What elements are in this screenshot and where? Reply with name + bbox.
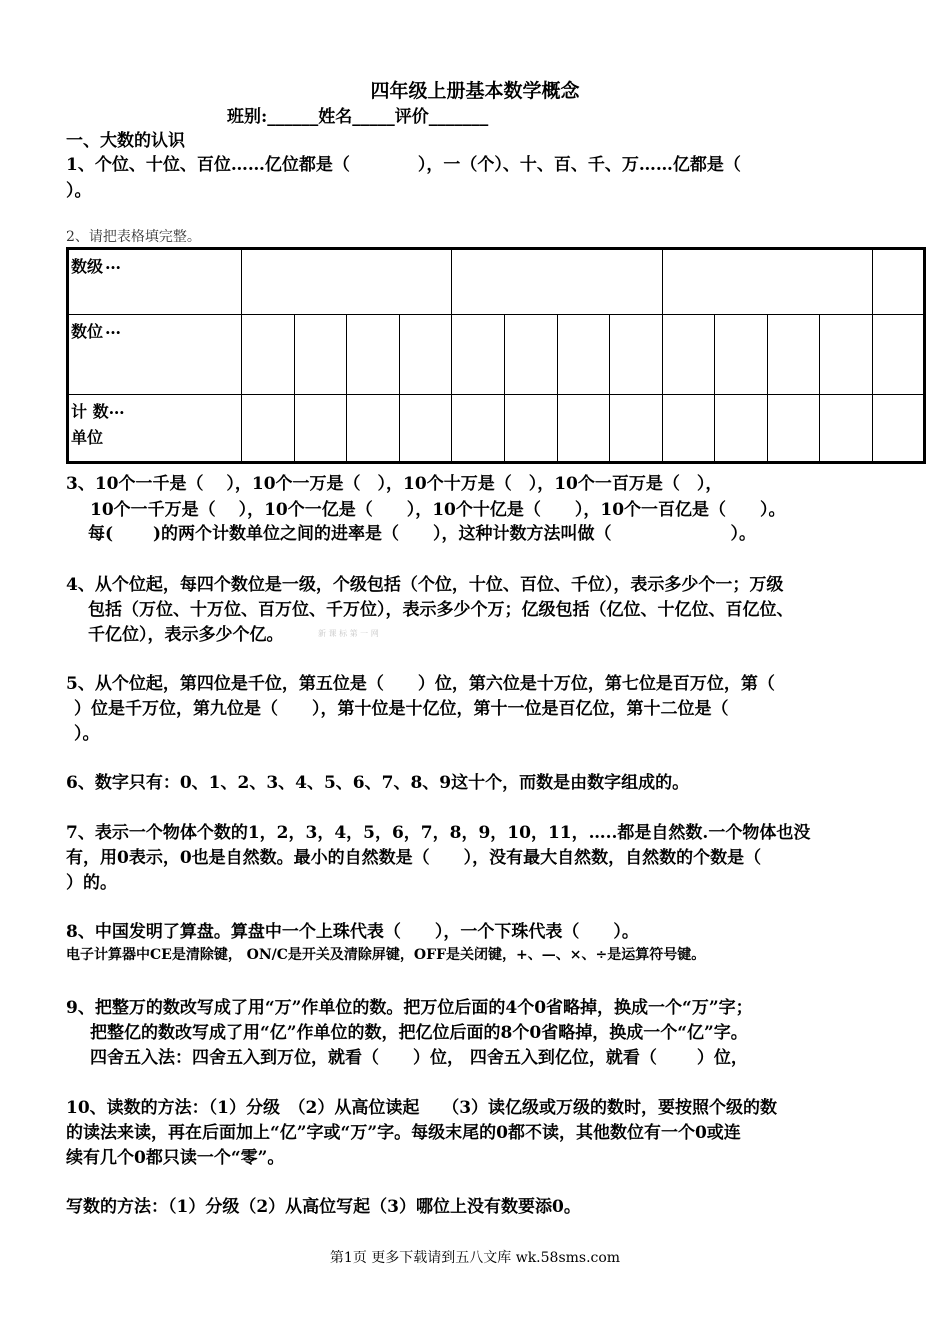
table-cell[interactable] bbox=[295, 395, 347, 463]
table-cell[interactable] bbox=[873, 315, 925, 395]
q3-line1: 3、10个一千是（ ），10个一万是（ ），10个十万是（ ），10个一百万是（ ）， bbox=[66, 474, 723, 494]
table-cell[interactable] bbox=[452, 395, 505, 463]
table-cell[interactable] bbox=[452, 315, 505, 395]
row-label: 计 数 单位 bbox=[71, 402, 109, 447]
row-label: 数级 bbox=[71, 257, 104, 276]
q7-line1: 7、表示一个物体个数的1，2，3，4，5，6，7，8，9，10，11，…..都是自然数.一个物体也没 bbox=[66, 823, 811, 843]
table-cell[interactable] bbox=[400, 315, 452, 395]
table-cell[interactable] bbox=[873, 249, 925, 315]
q5-line3: ）。 bbox=[74, 724, 100, 744]
calculator-note: 电子计算器中CE是清除键， ON/C是开关及清除屏键，OFF是关闭键，+、—、×、÷是运算符号键。 bbox=[66, 947, 706, 963]
table-cell[interactable] bbox=[558, 315, 610, 395]
row-digit-group bbox=[68, 249, 242, 315]
header-line: 班别:______姓名_____评价_______ bbox=[227, 107, 489, 127]
row-digit-place bbox=[68, 315, 242, 395]
page-footer: 第1页 更多下载请到五八文库 wk.58sms.com bbox=[329, 1250, 621, 1266]
q1-line2: ）。 bbox=[66, 181, 92, 201]
q10-line3: 续有几个0都只读一个“零”。 bbox=[66, 1148, 285, 1168]
table-cell[interactable] bbox=[242, 395, 295, 463]
row-label: 数位 bbox=[71, 322, 104, 341]
q10-line2: 的读法来读，再在后面加上“亿”字或“万”字。每级末尾的0都不读，其他数位有一个0或连 bbox=[66, 1123, 741, 1143]
watermark: 新 课 标 第 一 网 bbox=[318, 629, 379, 638]
table-cell[interactable] bbox=[820, 315, 873, 395]
table-cell[interactable] bbox=[505, 315, 558, 395]
page-title: 四年级上册基本数学概念 bbox=[370, 80, 580, 102]
table-cell[interactable] bbox=[715, 315, 768, 395]
table-cell[interactable] bbox=[663, 315, 715, 395]
table-cell[interactable] bbox=[242, 315, 295, 395]
row-counting-unit bbox=[68, 395, 242, 463]
q3-line2: 10个一千万是（ ），10个一亿是（ ），10个十亿是（ ），10个一百亿是（ ）。 bbox=[90, 500, 786, 520]
place-value-table bbox=[66, 247, 926, 464]
q9-line3: 四舍五入法：四舍五入到万位，就看（ ）位， 四舍五入到亿位，就看（ ）位， bbox=[90, 1048, 748, 1068]
table-cell[interactable] bbox=[558, 395, 610, 463]
table-cell[interactable] bbox=[347, 315, 400, 395]
table-cell[interactable] bbox=[347, 395, 400, 463]
q7-line3: ）的。 bbox=[66, 873, 117, 893]
q4-line3: 千亿位），表示多少个亿。 bbox=[88, 625, 284, 645]
q5-line1: 5、从个位起，第四位是千位，第五位是（ ）位，第六位是十万位，第七位是百万位，第（ bbox=[66, 674, 775, 694]
q3-line3: 每( )的两个计数单位之间的进率是（ ），这种计数方法叫做（ ）。 bbox=[88, 524, 757, 544]
q10-line1: 10、读数的方法：（1）分级 （2）从高位读起 （3）读亿级或万级的数时，要按照个级的数 bbox=[66, 1098, 778, 1118]
q8-line1: 8、中国发明了算盘。算盘中一个上珠代表（ ），一个下珠代表（ ）。 bbox=[66, 922, 639, 942]
table-cell[interactable] bbox=[242, 249, 452, 315]
write-method: 写数的方法：（1）分级（2）从高位写起（3）哪位上没有数要添0。 bbox=[66, 1197, 581, 1217]
table-cell[interactable] bbox=[820, 395, 873, 463]
table-cell[interactable] bbox=[610, 315, 663, 395]
table-cell[interactable] bbox=[663, 395, 715, 463]
row-dots: … bbox=[105, 254, 122, 273]
table-cell[interactable] bbox=[505, 395, 558, 463]
table-cell[interactable] bbox=[768, 395, 820, 463]
table-cell[interactable] bbox=[768, 315, 820, 395]
q1-line1: 1、个位、十位、百位……亿位都是（ ），一（个）、十、百、千、万……亿都是（ bbox=[66, 155, 741, 175]
q4-line2: 包括（万位、十万位、百万位、千万位），表示多少个万；亿级包括（亿位、十亿位、百亿位、 bbox=[88, 600, 794, 620]
table-cell[interactable] bbox=[715, 395, 768, 463]
table-cell[interactable] bbox=[295, 315, 347, 395]
q9-line1: 9、把整万的数改写成了用“万”作单位的数。把万位后面的4个0省略掉，换成一个“万”字； bbox=[66, 998, 753, 1018]
q6: 6、数字只有：0、1、2、3、4、5、6、7、8、9这十个，而数是由数字组成的。 bbox=[66, 773, 690, 793]
table-cell[interactable] bbox=[610, 395, 663, 463]
q9-line2: 把整亿的数改写成了用“亿”作单位的数，把亿位后面的8个0省略掉，换成一个“亿”字。 bbox=[90, 1023, 748, 1043]
table-cell[interactable] bbox=[452, 249, 663, 315]
table-cell[interactable] bbox=[663, 249, 873, 315]
q7-line2: 有，用0表示，0也是自然数。最小的自然数是（ ），没有最大自然数，自然数的个数是（ bbox=[66, 848, 762, 868]
table-cell[interactable] bbox=[873, 395, 925, 463]
q2-prompt: 2、请把表格填完整。 bbox=[66, 229, 201, 245]
section-heading: 一、大数的认识 bbox=[66, 131, 185, 151]
q5-line2: ）位是千万位，第九位是（ ），第十位是十亿位，第十一位是百亿位，第十二位是（ bbox=[74, 699, 729, 719]
q4-line1: 4、从个位起，每四个数位是一级，个级包括（个位，十位、百位、千位），表示多少个一；万级 bbox=[66, 575, 784, 595]
row-dots: … bbox=[105, 319, 122, 338]
table-cell[interactable] bbox=[400, 395, 452, 463]
row-dots: … bbox=[108, 399, 125, 418]
